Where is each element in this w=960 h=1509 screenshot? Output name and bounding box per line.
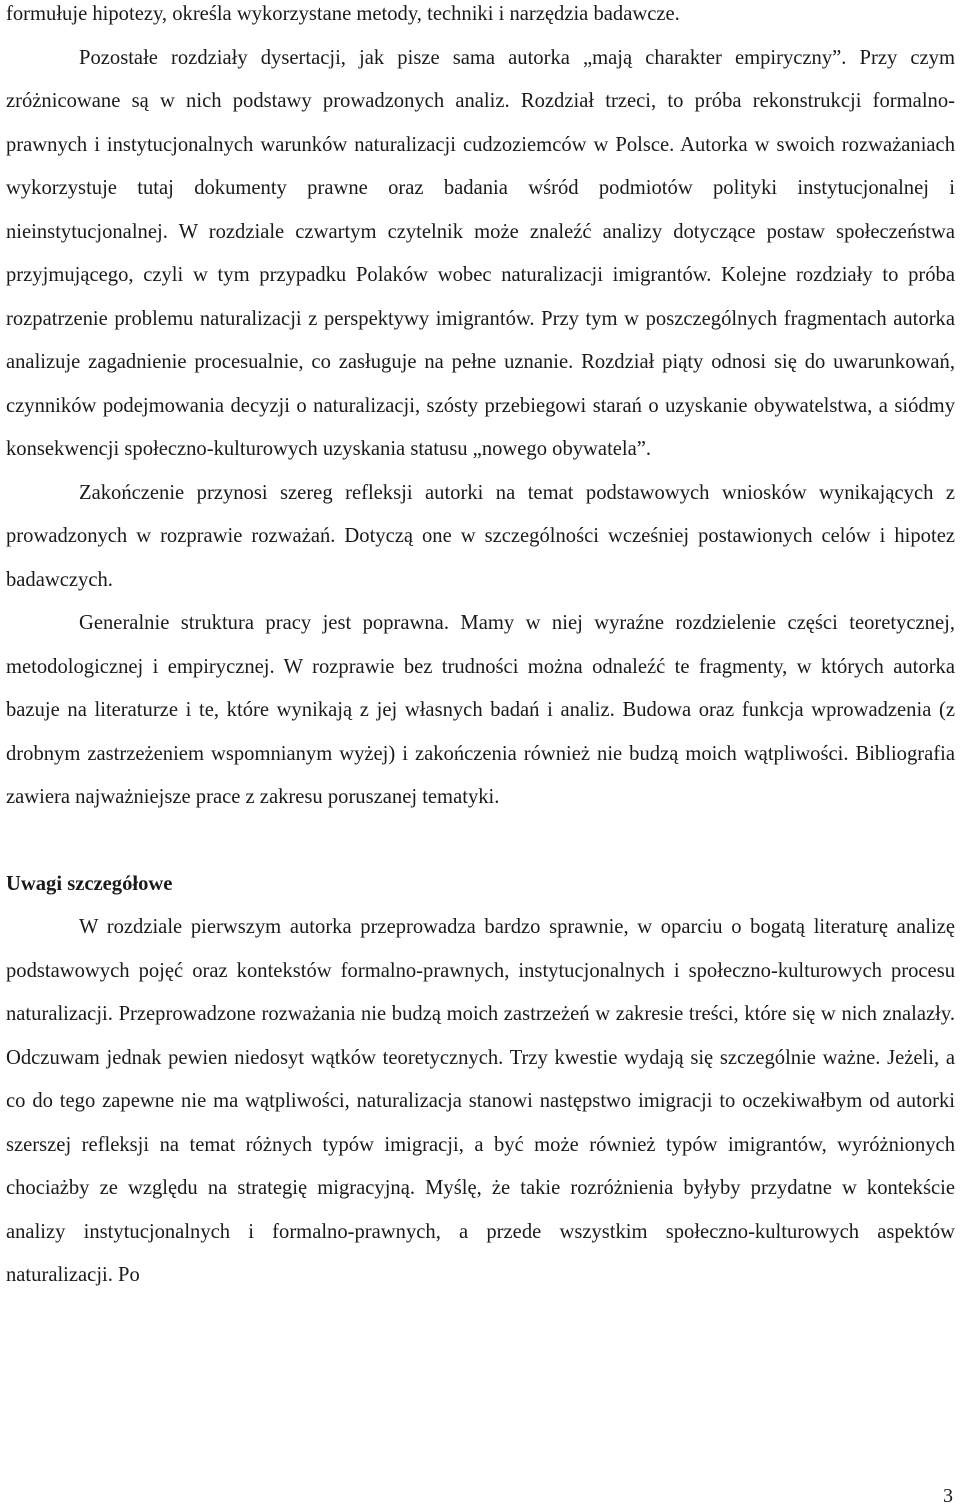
document-page xyxy=(6,0,955,1298)
paragraph-intro-continuation: formułuje hipotezy, określa wykorzystane metody, techniki i narzędzia badawcze. xyxy=(6,3,680,25)
page-number: 3 xyxy=(943,1485,953,1507)
section-heading: Uwagi szczegółowe xyxy=(6,872,173,895)
paragraph-structure-assessment: Generalnie struktura pracy jest poprawna. Mamy w niej wyraźne rozdzielenie części teoretycznej, metodologicznej i empirycznej. W rozprawie bez trudności można odnaleźć te fragmenty, w których autorka bazuje na literaturze i te, które wynikają z jej własnych badań i analiz. Budowa oraz funkcja wprowadzenia (z drobnym zastrzeżeniem wspomnianym wyżej) i zakończenia również nie budzą moich wątpliwości. Bibliografia zawiera najważniejsze prace z zakresu poruszanej tematyki. xyxy=(6,612,955,808)
paragraph-chapters-overview: Pozostałe rozdziały dysertacji, jak pisze sama autorka „mają charakter empiryczny”. Przy czym zróżnicowane są w nich podstawy prowadzonych analiz. Rozdział trzeci, to próba rekonstrukcji formalno-prawnych i instytucjonalnych warunków naturalizacji cudzoziemców w Polsce. Autorka w swoich rozważaniach wykorzystuje tutaj dokumenty prawne oraz badania wśród podmiotów polityki instytucjonalnej i nieinstytucjonalnej. W rozdziale czwartym czytelnik może znaleźć analizy dotyczące postaw społeczeństwa przyjmującego, czyli w tym przypadku Polaków wobec naturalizacji imigrantów. Kolejne rozdziały to próba rozpatrzenie problemu naturalizacji z perspektywy imigrantów. Przy tym w poszczególnych fragmentach autorka analizuje zagadnienie procesualnie, co zasługuje na pełne uznanie. Rozdział piąty odnosi się do uwarunkowań, czynników podejmowania decyzji o naturalizacji, szósty przebiegowi starań o uzyskanie obywatelstwa, a siódmy konsekwencji społeczno-kulturowych uzyskania statusu „nowego obywatela”. xyxy=(6,46,955,460)
paragraph-conclusion-summary: Zakończenie przynosi szereg refleksji autorki na temat podstawowych wniosków wynikających z prowadzonych w rozprawie rozważań. Dotyczą one w szczególności wcześniej postawionych celów i hipotez badawczych. xyxy=(6,481,955,591)
paragraph-detailed-remarks: W rozdziale pierwszym autorka przeprowadza bardzo sprawnie, w oparciu o bogatą literaturę analizę podstawowych pojęć oraz kontekstów formalno-prawnych, instytucjonalnych i społeczno-kulturowych procesu naturalizacji. Przeprowadzone rozważania nie budzą moich zastrzeżeń w zakresie treści, które się w nich znalazły. Odczuwam jednak pewien niedosyt wątków teoretycznych. Trzy kwestie wydają się szczególnie ważne. Jeżeli, a co do tego zapewne nie ma wątpliwości, naturalizacja stanowi następstwo imigracji to oczekiwałbym od autorki szerszej refleksji na temat różnych typów imigracji, a być może również typów imigrantów, wyróżnionych chociażby ze względu na strategię migracyjną. Myślę, że takie rozróżnienia byłyby przydatne w kontekście analizy instytucjonalnych i formalno-prawnych, a przede wszystkim społeczno-kulturowych aspektów naturalizacji. Po xyxy=(6,916,955,1286)
